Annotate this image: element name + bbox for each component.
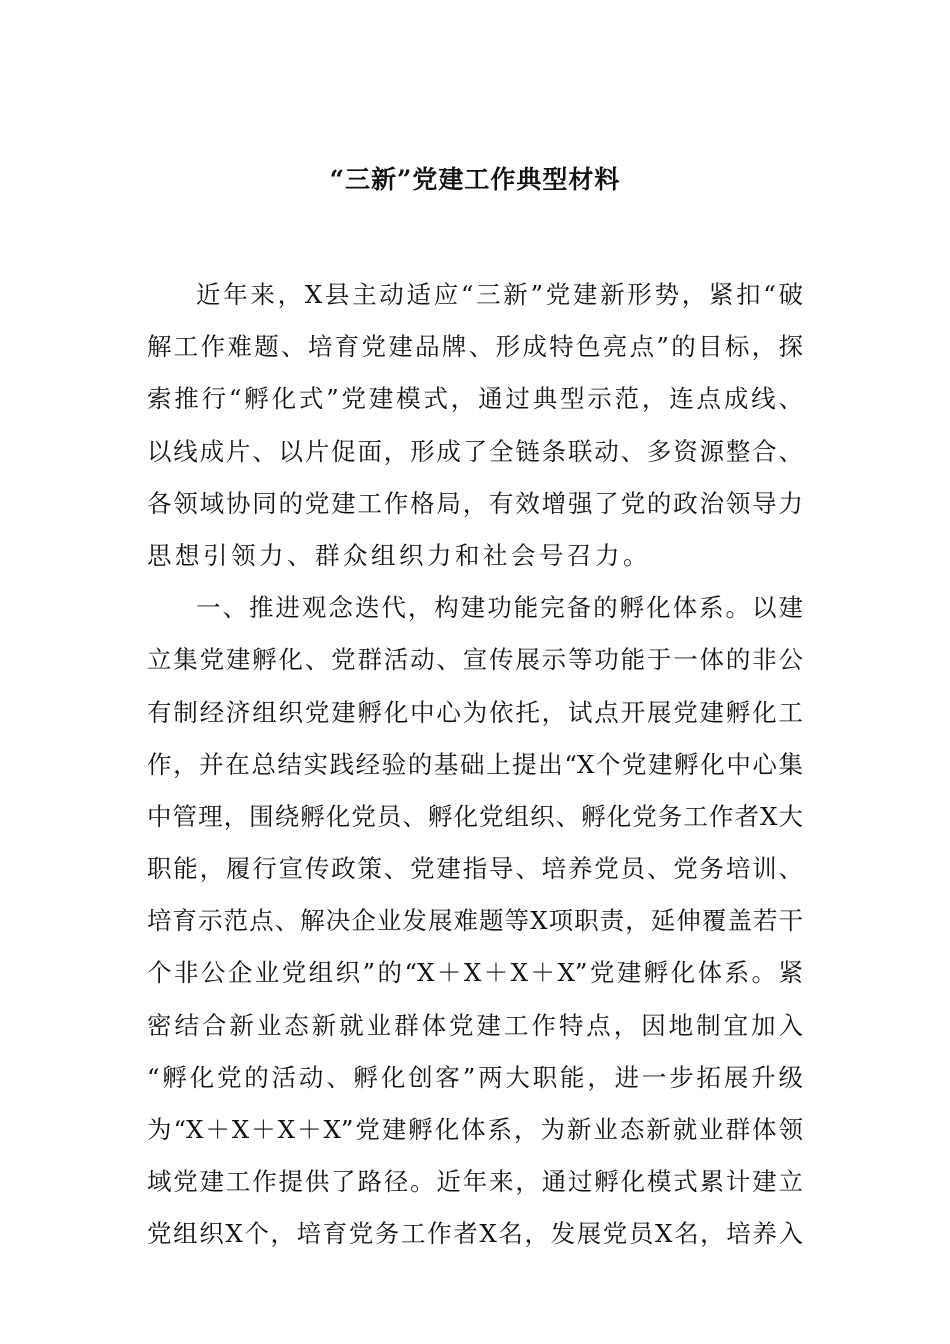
paragraph-1-line: 索推行“孵化式”党建模式，通过典型示范，连点成线、 <box>147 384 803 414</box>
paragraph-2-line: 有制经济组织党建孵化中心为依托，试点开展党建孵化工 <box>147 697 803 727</box>
paragraph-1-line: 近年来，X县主动适应“三新”党建新形势，紧扣“破 <box>196 280 803 309</box>
paragraph-2-line: “孵化党的活动、孵化创客”两大职能，进一步拓展升级 <box>147 1062 803 1092</box>
paragraph-2-line: 域党建工作提供了路径。近年来，通过孵化模式累计建立 <box>147 1167 803 1197</box>
paragraph-2-line: 培育示范点、解决企业发展难题等X项职责，延伸覆盖若干 <box>147 906 803 936</box>
paragraph-2-line: 立集党建孵化、党群活动、宣传展示等功能于一体的非公 <box>147 645 803 675</box>
paragraph-1-line: 解工作难题、培育党建品牌、形成特色亮点”的目标，探 <box>147 332 803 362</box>
paragraph-1-line: 各领域协同的党建工作格局，有效增强了党的政治领导力 <box>147 488 803 518</box>
document-title: “三新”党建工作典型材料 <box>329 165 621 194</box>
paragraph-2-line: 党组织X个，培育党务工作者X名，发展党员X名，培养入 <box>147 1219 803 1249</box>
paragraph-1-line: 思想引领力、群众组织力和社会号召力。 <box>147 540 651 570</box>
paragraph-1-line: 以线成片、以片促面，形成了全链条联动、多资源整合、 <box>147 436 803 466</box>
paragraph-2-line: 为“X＋X＋X＋X”党建孵化体系，为新业态新就业群体领 <box>147 1115 803 1144</box>
paragraph-2-line: 一、推进观念迭代，构建功能完备的孵化体系。以建 <box>196 593 803 623</box>
paragraph-2-line: 密结合新业态新就业群体党建工作特点，因地制宜加入 <box>147 1010 803 1040</box>
paragraph-2-line: 个非公企业党组织”的“X＋X＋X＋X”党建孵化体系。紧 <box>147 958 803 988</box>
paragraph-2-line: 中管理，围绕孵化党员、孵化党组织、孵化党务工作者X大 <box>147 801 803 831</box>
document-body <box>147 269 803 1261</box>
paragraph-2-line: 作，并在总结实践经验的基础上提出“X个党建孵化中心集 <box>147 749 803 779</box>
paragraph-2-line: 职能，履行宣传政策、党建指导、培养党员、党务培训、 <box>147 854 803 884</box>
